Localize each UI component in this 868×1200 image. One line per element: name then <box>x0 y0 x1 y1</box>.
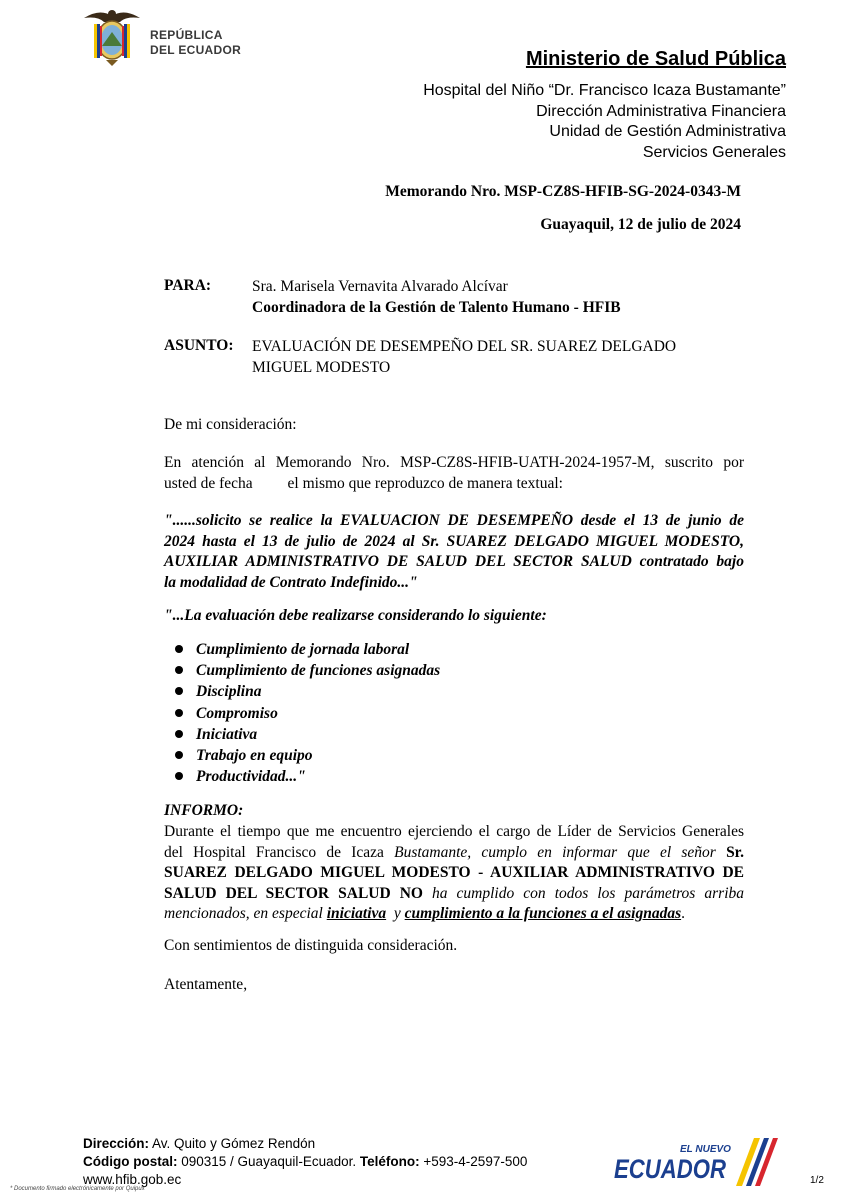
memo-number: Memorando Nro. MSP-CZ8S-HFIB-SG-2024-0343-M <box>385 183 741 200</box>
list-item-text: Iniciativa <box>196 725 258 743</box>
footer-contact <box>83 1135 527 1189</box>
logo-main-text: ECUADOR <box>614 1154 727 1184</box>
republic-line-1: REPÚBLICA <box>150 28 223 42</box>
informo-text-bold: Sr. <box>726 843 745 861</box>
list-item-text: Productividad..." <box>196 768 306 786</box>
recipient-name: Sra. Marisela Vernavita Alvarado Alcívar <box>252 278 508 295</box>
unit-direction: Dirección Administrativa Financiera <box>536 102 786 120</box>
footer-postal <box>83 1153 527 1171</box>
list-item <box>172 724 440 745</box>
subject-line-1: EVALUACIÓN DE DESEMPEÑO DEL SR. SUAREZ DELGADO <box>252 338 677 355</box>
list-item <box>172 745 440 766</box>
republic-label <box>150 28 241 58</box>
address-value: Av. Quito y Gómez Rendón <box>149 1136 316 1151</box>
quote-line-1: "......solicito se realice la EVALUACION DE DESEMPEÑO desde el 13 de junio de <box>164 512 744 529</box>
subject-line-2: MIGUEL MODESTO <box>252 358 391 376</box>
phone-value: +593-4-2597-500 <box>419 1154 528 1169</box>
highlight-functions: cumplimiento a la funciones a el asignadas <box>404 905 682 922</box>
quote-line-3: AUXILIAR ADMINISTRATIVO DE SALUD DEL SECTOR SALUD contratado bajo <box>164 553 744 570</box>
logo-top-text: EL NUEVO <box>680 1144 731 1155</box>
el-nuevo-ecuador-logo <box>612 1132 782 1190</box>
list-item-text: Cumplimiento de jornada laboral <box>196 641 410 658</box>
list-item-text: Disciplina <box>196 683 262 701</box>
informo-text-italic: y <box>386 905 405 922</box>
para-label: PARA: <box>164 277 212 294</box>
list-item-text: Compromiso <box>196 704 278 722</box>
bullet-icon <box>175 709 183 717</box>
quote-line-2: 2024 hasta el 13 de julio de 2024 al Sr. SUAREZ DELGADO MIGUEL MODESTO, <box>164 532 744 550</box>
list-item <box>172 703 440 724</box>
list-item-text: Trabajo en equipo <box>196 746 313 764</box>
informo-line-5 <box>164 905 685 922</box>
quote-line-4: la modalidad de Contrato Indefinido..." <box>164 573 418 591</box>
closing-line: Con sentimientos de distinguida consideración. <box>164 937 458 954</box>
list-item <box>172 681 440 702</box>
signature-footnote: * Documento firmado electrónicamente por Quipux <box>10 1186 145 1192</box>
phone-label: Teléfono: <box>359 1154 420 1169</box>
intro-line-2: usted de fecha el mismo que reproduzco de manera textual: <box>164 474 563 492</box>
unit-lines <box>423 81 786 163</box>
recipient-role: Coordinadora de la Gestión de Talento Humano - HFIB <box>252 299 621 316</box>
informo-line-4 <box>164 884 744 905</box>
informo-text: del Hospital Francisco de Icaza <box>164 843 395 861</box>
address-label: Dirección: <box>83 1136 150 1151</box>
bullet-icon <box>175 730 183 738</box>
unit-hospital: Hospital del Niño “Dr. Francisco Icaza Bustamante” <box>423 82 786 99</box>
bullet-icon <box>175 772 183 780</box>
highlight-initiative: iniciativa <box>326 905 387 922</box>
evaluation-criteria-intro: "...La evaluación debe realizarse considerando lo siguiente: <box>164 607 547 624</box>
list-item <box>172 639 440 660</box>
intro-paragraph <box>164 453 744 494</box>
bullet-icon <box>175 666 183 674</box>
unit-services: Servicios Generales <box>642 143 786 161</box>
informo-text-bold: SALUD DEL SECTOR SALUD NO <box>164 884 423 902</box>
criteria-list <box>172 639 440 787</box>
unit-management: Unidad de Gestión Administrativa <box>549 123 786 140</box>
greeting: De mi consideración: <box>164 416 297 433</box>
quoted-request <box>164 511 744 593</box>
informo-text: . <box>681 905 685 922</box>
list-item <box>172 660 440 681</box>
postal-value: 090315 / Guayaquil-Ecuador. <box>177 1154 360 1169</box>
subject-text <box>252 337 722 378</box>
informo-text-italic: ha cumplido con todos los parámetros arriba <box>422 884 745 902</box>
footer-address <box>83 1135 527 1153</box>
republic-line-2: DEL ECUADOR <box>150 43 242 57</box>
bullet-icon <box>175 645 183 653</box>
page-number: 1/2 <box>810 1175 824 1186</box>
informo-line-3: SUAREZ DELGADO MIGUEL MODESTO - AUXILIAR ADMINISTRATIVO DE <box>164 864 744 881</box>
postal-label: Código postal: <box>83 1154 178 1169</box>
list-item <box>172 766 440 787</box>
bullet-icon <box>175 751 183 759</box>
informo-text-italic: Bustamante, cumplo en informar que el señor <box>394 843 727 861</box>
memo-date: Guayaquil, 12 de julio de 2024 <box>540 216 741 233</box>
sign-off: Atentamente, <box>164 976 248 993</box>
informo-text-italic: mencionados, en especial <box>164 905 327 922</box>
footer-website[interactable]: www.hfib.gob.ec <box>83 1172 182 1187</box>
informo-line-2 <box>164 843 744 864</box>
bullet-icon <box>175 687 183 695</box>
informo-label: INFORMO: <box>164 802 244 819</box>
asunto-label: ASUNTO: <box>164 337 234 354</box>
ministry-title: Ministerio de Salud Pública <box>525 48 786 70</box>
coat-of-arms-icon <box>80 4 144 68</box>
informo-paragraph <box>164 822 744 925</box>
informo-line-1: Durante el tiempo que me encuentro ejerciendo el cargo de Líder de Servicios Generales <box>164 823 744 840</box>
intro-line-1: En atención al Memorando Nro. MSP-CZ8S-HFIB-UATH-2024-1957-M, suscrito por <box>164 454 744 471</box>
list-item-text: Cumplimiento de funciones asignadas <box>196 662 441 680</box>
